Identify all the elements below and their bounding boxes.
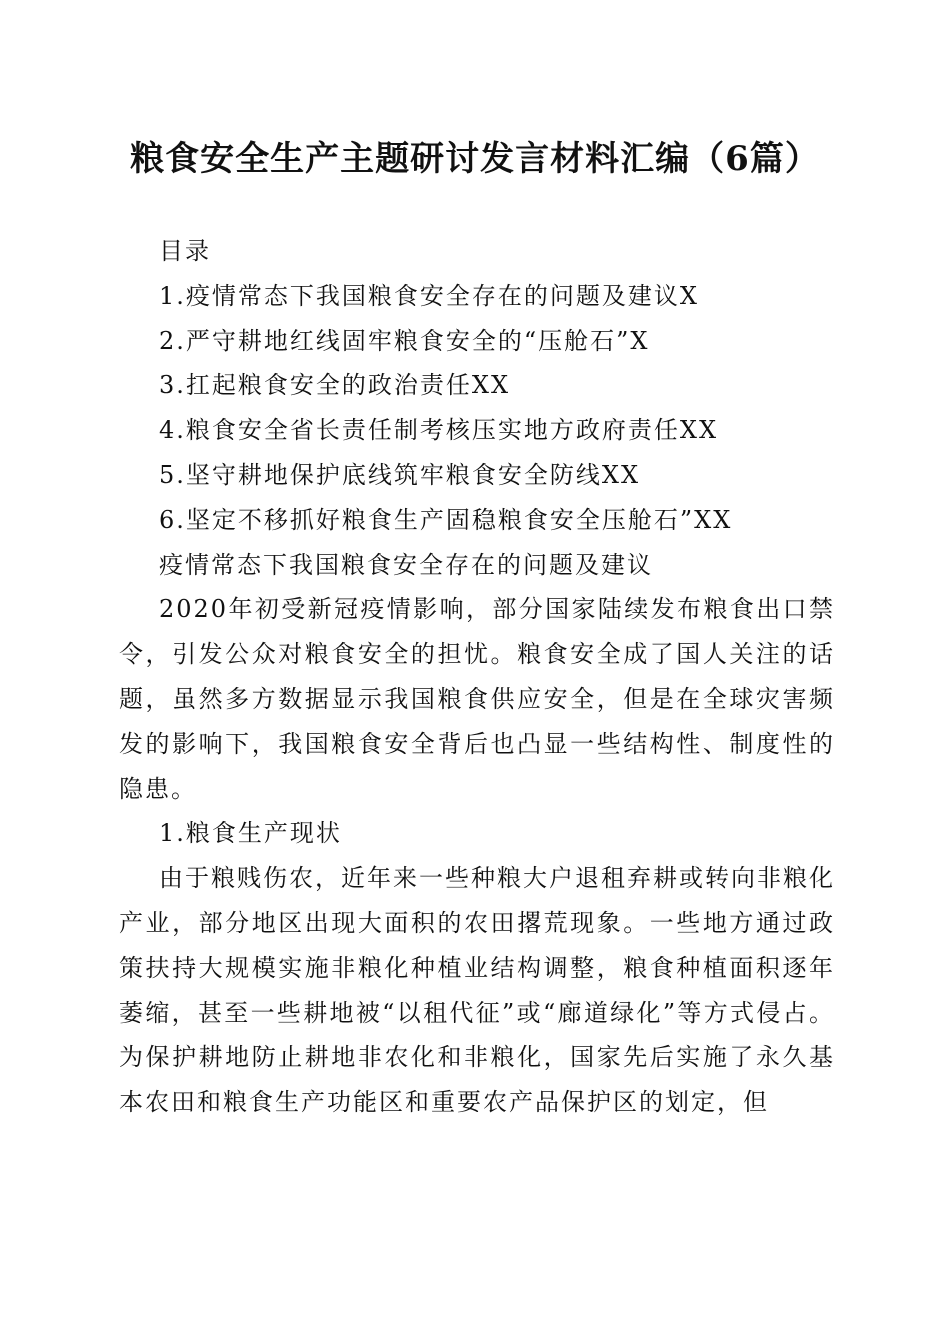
toc-item: 2.严守耕地红线固牢粮食安全的“压舱石”X <box>159 326 650 355</box>
toc-item: 6.坚定不移抓好粮食生产固稳粮食安全压舱石”XX <box>159 505 733 534</box>
section-heading: 疫情常态下我国粮食安全存在的问题及建议 <box>159 550 653 579</box>
document-title: 粮食安全生产主题研讨发言材料汇编（6篇） <box>130 139 820 179</box>
toc-item: 1.疫情常态下我国粮食安全存在的问题及建议X <box>159 281 699 310</box>
subheading: 1.粮食生产现状 <box>159 819 342 848</box>
toc-item: 4.粮食安全省长责任制考核压实地方政府责任XX <box>159 416 719 445</box>
body-paragraph: 2020年初受新冠疫情影响，部分国家陆续发布粮食出口禁令，引发公众对粮食安全的担忧。粮食安全成了国人关注的话题，虽然多方数据显示我国粮食供应安全，但是在全球灾害频发的影响下，我国粮食安全背后也凸显一些结构性、制度性的隐患。 <box>119 595 835 803</box>
document-body <box>119 229 835 1125</box>
body-paragraph: 由于粮贱伤农，近年来一些种粮大户退租弃耕或转向非粮化产业，部分地区出现大面积的农田撂荒现象。一些地方通过政策扶持大规模实施非粮化种植业结构调整，粮食种植面积逐年萎缩，甚至一些耕地被“以租代征”或“廊道绿化”等方式侵占。为保护耕地防止耕地非农化和非粮化，国家先后实施了永久基本农田和粮食生产功能区和重要农产品保护区的划定，但 <box>119 864 835 1117</box>
toc-label: 目录 <box>159 237 211 265</box>
toc-item: 5.坚守耕地保护底线筑牢粮食安全防线XX <box>159 460 641 489</box>
toc-item: 3.扛起粮食安全的政治责任XX <box>159 371 511 400</box>
